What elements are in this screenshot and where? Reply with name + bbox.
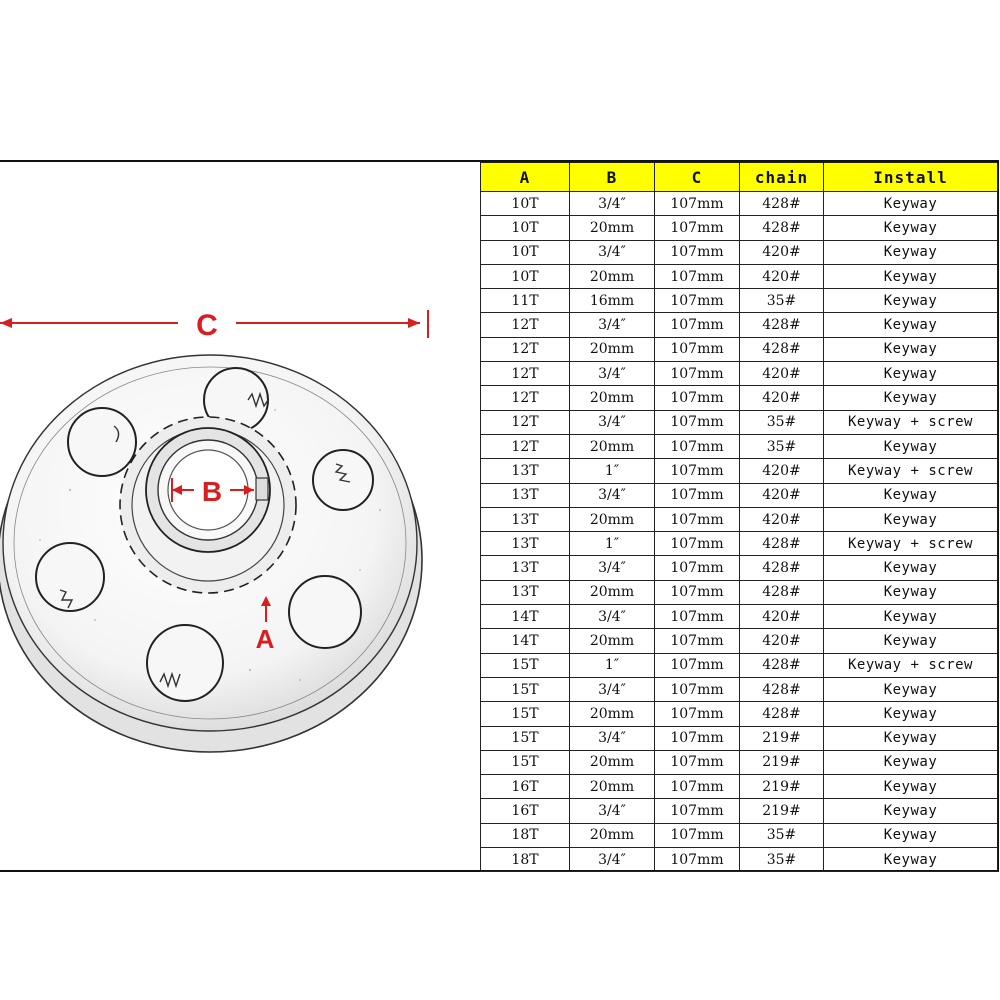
cell-col-c: 107mm: [655, 386, 740, 410]
cell-col-chain: 420#: [740, 240, 824, 264]
cell-col-b: 3/4″: [570, 677, 655, 701]
cell-col-chain: 420#: [740, 459, 824, 483]
cell-col-chain: 428#: [740, 313, 824, 337]
header-col-c: C: [655, 163, 740, 192]
cell-col-install: Keyway: [824, 799, 998, 823]
table-row: [481, 337, 998, 361]
cell-col-install: Keyway: [824, 580, 998, 604]
cell-col-a: 16T: [481, 775, 570, 799]
cell-col-chain: 420#: [740, 264, 824, 288]
table-row: [481, 605, 998, 629]
table-row: [481, 775, 998, 799]
cell-col-a: 15T: [481, 653, 570, 677]
cell-col-install: Keyway: [824, 289, 998, 313]
cell-col-c: 107mm: [655, 750, 740, 774]
cell-col-c: 107mm: [655, 702, 740, 726]
cell-col-a: 15T: [481, 677, 570, 701]
label-c: C: [196, 309, 218, 342]
cell-col-b: 20mm: [570, 775, 655, 799]
cell-col-install: Keyway: [824, 386, 998, 410]
cell-col-install: Keyway: [824, 313, 998, 337]
cell-col-b: 20mm: [570, 507, 655, 531]
header-col-b: B: [570, 163, 655, 192]
cell-col-a: 10T: [481, 264, 570, 288]
table-row: [481, 386, 998, 410]
cell-col-c: 107mm: [655, 507, 740, 531]
dimension-c: [0, 309, 428, 342]
cell-col-install: Keyway: [824, 240, 998, 264]
cell-col-chain: 35#: [740, 848, 824, 872]
cell-col-c: 107mm: [655, 556, 740, 580]
cell-col-c: 107mm: [655, 289, 740, 313]
cell-col-chain: 428#: [740, 653, 824, 677]
cell-col-a: 12T: [481, 337, 570, 361]
cell-col-chain: 219#: [740, 750, 824, 774]
cell-col-c: 107mm: [655, 410, 740, 434]
cell-col-install: Keyway: [824, 605, 998, 629]
table-row: [481, 362, 998, 386]
table-row: [481, 848, 998, 872]
cell-col-c: 107mm: [655, 775, 740, 799]
cell-col-b: 20mm: [570, 823, 655, 847]
cell-col-a: 13T: [481, 556, 570, 580]
cell-col-a: 16T: [481, 799, 570, 823]
cell-col-b: 3/4″: [570, 799, 655, 823]
cell-col-a: 13T: [481, 507, 570, 531]
cell-col-install: Keyway: [824, 848, 998, 872]
cell-col-b: 3/4″: [570, 362, 655, 386]
cell-col-install: Keyway: [824, 264, 998, 288]
cell-col-chain: 420#: [740, 386, 824, 410]
cell-col-install: Keyway: [824, 726, 998, 750]
table-row: [481, 532, 998, 556]
cell-col-chain: 428#: [740, 192, 824, 216]
cell-col-chain: 420#: [740, 629, 824, 653]
cell-col-b: 20mm: [570, 216, 655, 240]
clutch-drum: [0, 355, 422, 752]
table-row: [481, 823, 998, 847]
cell-col-chain: 219#: [740, 799, 824, 823]
table-row: [481, 507, 998, 531]
cell-col-chain: 428#: [740, 556, 824, 580]
label-b: B: [201, 476, 223, 507]
cell-col-install: Keyway: [824, 677, 998, 701]
table-row: [481, 289, 998, 313]
cell-col-b: 3/4″: [570, 192, 655, 216]
table-row: [481, 410, 998, 434]
cell-col-a: 10T: [481, 192, 570, 216]
cell-col-b: 20mm: [570, 750, 655, 774]
cell-col-c: 107mm: [655, 799, 740, 823]
cell-col-install: Keyway: [824, 216, 998, 240]
header-col-install: Install: [824, 163, 998, 192]
cell-col-a: 10T: [481, 216, 570, 240]
cell-col-chain: 428#: [740, 677, 824, 701]
cell-col-install: Keyway: [824, 629, 998, 653]
table-row: [481, 556, 998, 580]
table-row: [481, 459, 998, 483]
table-row: [481, 216, 998, 240]
cell-col-chain: 35#: [740, 823, 824, 847]
cell-col-b: 20mm: [570, 264, 655, 288]
cell-col-c: 107mm: [655, 629, 740, 653]
table-row: [481, 702, 998, 726]
table-row: [481, 677, 998, 701]
cell-col-a: 13T: [481, 459, 570, 483]
table-row: [481, 799, 998, 823]
clutch-illustration: [0, 160, 480, 872]
cell-col-c: 107mm: [655, 605, 740, 629]
table-row: [481, 192, 998, 216]
cell-col-c: 107mm: [655, 240, 740, 264]
cell-col-install: Keyway: [824, 823, 998, 847]
cell-col-chain: 420#: [740, 605, 824, 629]
cell-col-a: 12T: [481, 362, 570, 386]
cell-col-c: 107mm: [655, 677, 740, 701]
cell-col-chain: 428#: [740, 532, 824, 556]
table-row: [481, 264, 998, 288]
cell-col-a: 18T: [481, 823, 570, 847]
cell-col-b: 3/4″: [570, 410, 655, 434]
spec-table: [480, 162, 998, 872]
cell-col-c: 107mm: [655, 216, 740, 240]
cell-col-b: 3/4″: [570, 556, 655, 580]
cell-col-b: 3/4″: [570, 240, 655, 264]
cell-col-c: 107mm: [655, 653, 740, 677]
cell-col-b: 3/4″: [570, 726, 655, 750]
cell-col-a: 14T: [481, 605, 570, 629]
cell-col-c: 107mm: [655, 434, 740, 458]
table-row: [481, 580, 998, 604]
cell-col-chain: 219#: [740, 726, 824, 750]
cell-col-c: 107mm: [655, 580, 740, 604]
cell-col-b: 3/4″: [570, 483, 655, 507]
cell-col-b: 3/4″: [570, 848, 655, 872]
table-row: [481, 750, 998, 774]
cell-col-install: Keyway + screw: [824, 459, 998, 483]
cell-col-b: 20mm: [570, 580, 655, 604]
cell-col-a: 11T: [481, 289, 570, 313]
cell-col-b: 1″: [570, 532, 655, 556]
cell-col-a: 10T: [481, 240, 570, 264]
cell-col-a: 13T: [481, 483, 570, 507]
cell-col-b: 1″: [570, 459, 655, 483]
table-row: [481, 726, 998, 750]
cell-col-install: Keyway: [824, 750, 998, 774]
cell-col-a: 18T: [481, 848, 570, 872]
table-row: [481, 653, 998, 677]
cell-col-b: 20mm: [570, 434, 655, 458]
cell-col-b: 1″: [570, 653, 655, 677]
table-row: [481, 240, 998, 264]
cell-col-c: 107mm: [655, 848, 740, 872]
cell-col-install: Keyway: [824, 362, 998, 386]
cell-col-install: Keyway: [824, 483, 998, 507]
cell-col-a: 12T: [481, 313, 570, 337]
cell-col-c: 107mm: [655, 823, 740, 847]
cell-col-chain: 420#: [740, 362, 824, 386]
cell-col-chain: 428#: [740, 337, 824, 361]
cell-col-a: 13T: [481, 532, 570, 556]
cell-col-a: 12T: [481, 434, 570, 458]
cell-col-a: 12T: [481, 410, 570, 434]
cell-col-b: 20mm: [570, 337, 655, 361]
cell-col-install: Keyway + screw: [824, 410, 998, 434]
cell-col-chain: 35#: [740, 410, 824, 434]
cell-col-chain: 35#: [740, 434, 824, 458]
cell-col-chain: 35#: [740, 289, 824, 313]
cell-col-c: 107mm: [655, 264, 740, 288]
cell-col-install: Keyway: [824, 434, 998, 458]
cell-col-chain: 428#: [740, 580, 824, 604]
cell-col-install: Keyway: [824, 192, 998, 216]
header-row: [481, 163, 998, 192]
label-a: A: [255, 624, 275, 654]
cell-col-c: 107mm: [655, 337, 740, 361]
cell-col-a: 15T: [481, 726, 570, 750]
cell-col-c: 107mm: [655, 532, 740, 556]
table-row: [481, 313, 998, 337]
cell-col-install: Keyway + screw: [824, 532, 998, 556]
cell-col-install: Keyway: [824, 702, 998, 726]
spec-table-body: [481, 192, 998, 872]
cell-col-install: Keyway + screw: [824, 653, 998, 677]
cell-col-chain: 219#: [740, 775, 824, 799]
cell-col-c: 107mm: [655, 459, 740, 483]
cell-col-c: 107mm: [655, 362, 740, 386]
cell-col-a: 13T: [481, 580, 570, 604]
cell-col-chain: 420#: [740, 507, 824, 531]
cell-col-b: 3/4″: [570, 313, 655, 337]
cell-col-chain: 420#: [740, 483, 824, 507]
cell-col-install: Keyway: [824, 337, 998, 361]
cell-col-a: 12T: [481, 386, 570, 410]
cell-col-c: 107mm: [655, 192, 740, 216]
table-row: [481, 434, 998, 458]
cell-col-install: Keyway: [824, 507, 998, 531]
header-col-a: A: [481, 163, 570, 192]
cell-col-a: 15T: [481, 702, 570, 726]
spec-table-header: [481, 163, 998, 192]
cell-col-install: Keyway: [824, 556, 998, 580]
cell-col-chain: 428#: [740, 216, 824, 240]
cell-col-b: 16mm: [570, 289, 655, 313]
cell-col-install: Keyway: [824, 775, 998, 799]
table-row: [481, 483, 998, 507]
cell-col-b: 20mm: [570, 386, 655, 410]
cell-col-b: 20mm: [570, 702, 655, 726]
cell-col-a: 15T: [481, 750, 570, 774]
cell-col-a: 14T: [481, 629, 570, 653]
cell-col-c: 107mm: [655, 726, 740, 750]
header-col-chain: chain: [740, 163, 824, 192]
cell-col-chain: 428#: [740, 702, 824, 726]
table-row: [481, 629, 998, 653]
cell-col-c: 107mm: [655, 313, 740, 337]
cell-col-c: 107mm: [655, 483, 740, 507]
cell-col-b: 3/4″: [570, 605, 655, 629]
cell-col-b: 20mm: [570, 629, 655, 653]
